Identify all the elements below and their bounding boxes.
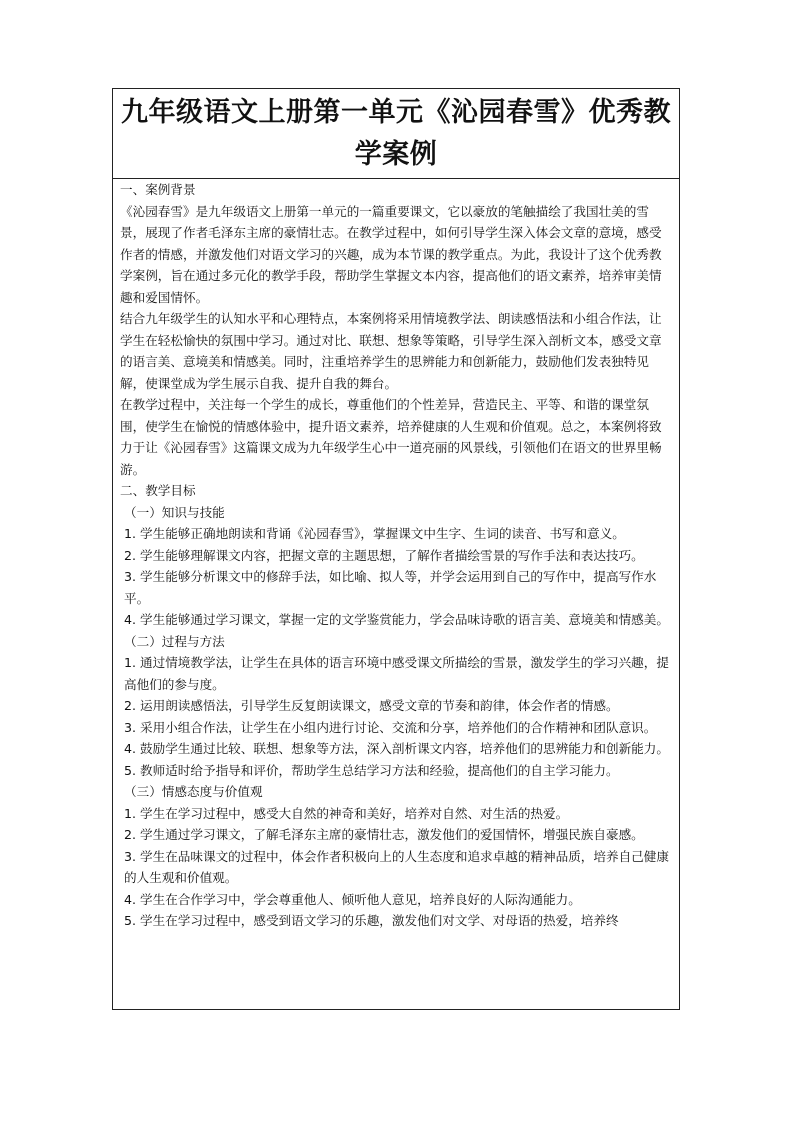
list-item: 3. 学生在品味课文的过程中，体会作者积极向上的人生态度和追求卓越的精神品质，培养自己健康的人生观和价值观。: [124, 848, 669, 885]
document-frame: [112, 88, 680, 1010]
subsection-heading-process: （二）过程与方法: [124, 633, 225, 649]
list-item: 1. 学生能够正确地朗读和背诵《沁园春雪》，掌握课文中生字、生词的读音、书写和意义。: [124, 526, 625, 541]
list-item: 5. 教师适时给予指导和评价，帮助学生总结学习方法和经验，提高他们的自主学习能力。: [124, 762, 619, 778]
list-item: 4. 学生在合作学习中，学会尊重他人、倾听他人意见，培养良好的人际沟通能力。: [124, 891, 581, 907]
background-paragraph: 结合九年级学生的认知水平和心理特点，本案例将采用情境教学法、朗读感悟法和小组合作法，让学生在轻松愉快的氛围中学习。通过对比、联想、想象等策略，引导学生深入剖析文本，感受文章的语言美、意境美和情感美。同时，注重培养学生的思辨能力和创新能力，鼓励他们发表独特见解，使课堂成为学生展示自我、提升自我的舞台。: [120, 311, 662, 391]
list-item: 3. 学生能够分析课文中的修辞手法，如比喻、拟人等，并学会运用到自己的写作中，提高写作水平。: [124, 569, 657, 606]
list-item: 4. 学生能够通过学习课文，掌握一定的文学鉴赏能力，学会品味诗歌的语言美、意境美和情感美。: [124, 612, 669, 627]
section-heading-background: 一、案例背景: [120, 182, 196, 197]
list-item: 1. 通过情境教学法，让学生在具体的语言环境中感受课文所描绘的雪景，激发学生的学习兴趣，提高他们的参与度。: [124, 655, 669, 692]
list-item: 2. 学生通过学习课文，了解毛泽东主席的豪情壮志，激发他们的爱国情怀，增强民族自豪感。: [124, 827, 644, 842]
background-paragraph: 《沁园春雪》是九年级语文上册第一单元的一篇重要课文，它以豪放的笔触描绘了我国壮美的雪景，展现了作者毛泽东主席的豪情壮志。在教学过程中，如何引导学生深入体会文章的意境，感受作者的情感，并激发他们对语文学习的兴趣，成为本节课的教学重点。为此，我设计了这个优秀教学案例，旨在通过多元化的教学手段，帮助学生掌握文本内容，提高他们的语文素养，培养审美情趣和爱国情怀。: [120, 203, 662, 305]
list-item: 2. 运用朗读感悟法，引导学生反复朗读课文，感受文章的节奏和韵律，体会作者的情感。: [124, 698, 619, 713]
content-cell: [113, 179, 679, 932]
list-item: 1. 学生在学习过程中，感受大自然的神奇和美好，培养对自然、对生活的热爱。: [124, 805, 569, 821]
background-paragraph: 在教学过程中，关注每一个学生的成长，尊重他们的个性差异，营造民主、平等、和谐的课堂氛围，使学生在愉悦的情感体验中，提升语文素养，培养健康的人生观和价值观。总之，本案例将致力于让《沁园春雪》这篇课文成为九年级学生心中一道亮丽的风景线，引领他们在语文的世界里畅游。: [120, 397, 662, 477]
title-cell: [113, 89, 679, 179]
subsection-heading-knowledge: （一）知识与技能: [124, 504, 225, 520]
list-item: 2. 学生能够理解课文内容，把握文章的主题思想，了解作者描绘雪景的写作手法和表达技巧。: [124, 547, 644, 563]
document-title: 九年级语文上册第一单元《沁园春雪》优秀教学案例: [121, 96, 671, 170]
list-item: 3. 采用小组合作法，让学生在小组内进行讨论、交流和分享，培养他们的合作精神和团队意识。: [124, 719, 657, 735]
subsection-heading-attitude: （三）情感态度与价值观: [124, 784, 263, 799]
section-heading-goals: 二、教学目标: [120, 483, 196, 498]
list-item: 5. 学生在学习过程中，感受到语文学习的乐趣，激发他们对文学、对母语的热爱，培养终: [124, 913, 619, 928]
list-item: 4. 鼓励学生通过比较、联想、想象等方法，深入剖析课文内容，培养他们的思辨能力和创新能力。: [124, 741, 669, 756]
